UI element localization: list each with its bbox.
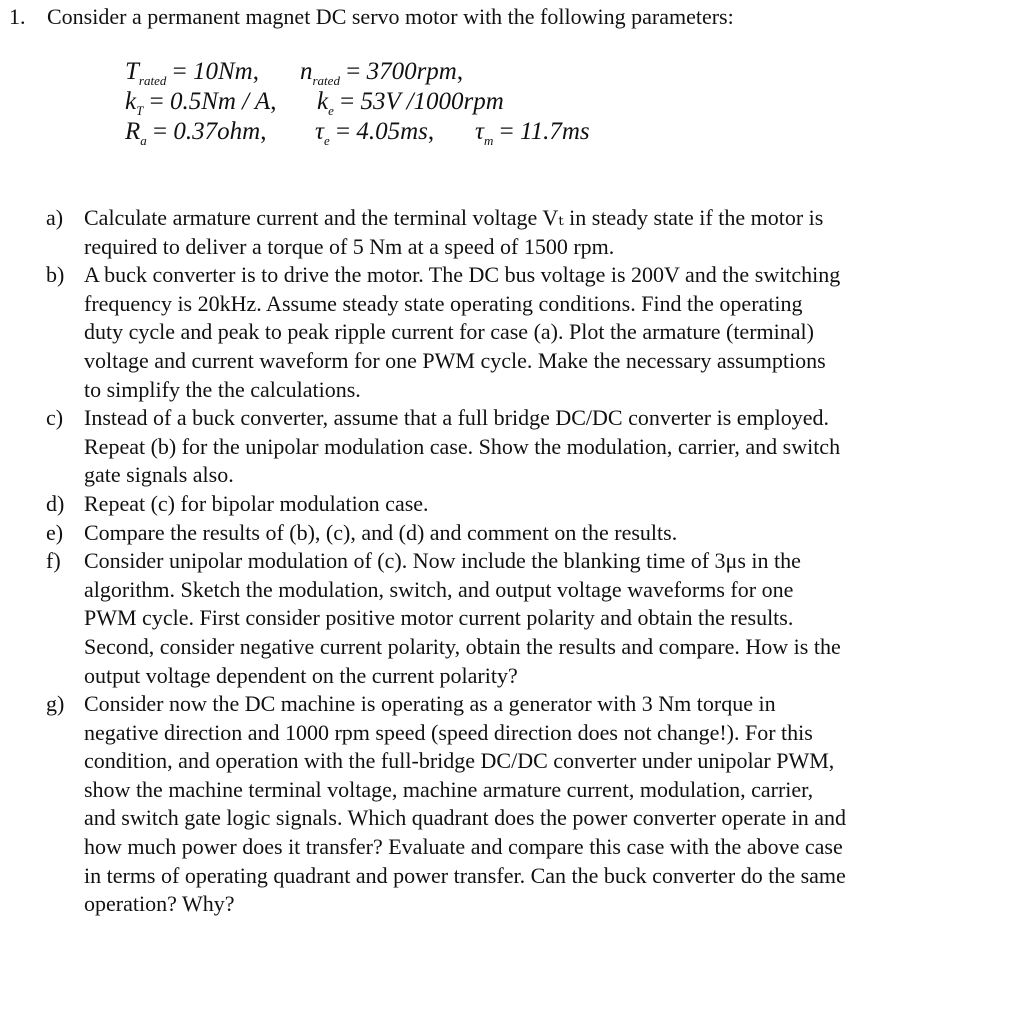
param-tau-m: $\tau_m = 11.7ms$ xyxy=(475,118,590,148)
param-tau-e: $\tau_e = 4.05ms$, xyxy=(315,118,435,148)
question-intro: Consider a permanent magnet DC servo motor with the following parameters: xyxy=(47,4,734,29)
sub-question-e xyxy=(46,519,846,548)
question-number: 1. xyxy=(9,4,26,29)
param-r-a: $R_a = 0.37ohm$, xyxy=(125,118,267,148)
item-label: e) xyxy=(46,519,64,545)
item-label: b) xyxy=(46,262,65,288)
param-n-rated: $n_{rated} = 3700rpm$, xyxy=(300,58,464,88)
sub-question-list xyxy=(46,204,846,919)
param-k-t: $k_T = 0.5Nm / A$, xyxy=(125,88,277,118)
param-t-rated: $T_{rated} = 10Nm$, xyxy=(125,58,259,88)
item-text: Calculate armature current and the terminal voltage Vₜ in steady state if the motor is required to deliver a torque of 5 Nm at a speed of 1500 rpm. xyxy=(84,205,824,259)
item-text: Instead of a buck converter, assume that a full bridge DC/DC converter is employed. Repeat (b) for the unipolar modulation case. Show the modulation, carrier, and switch gate signals also. xyxy=(84,405,841,488)
item-text: Repeat (c) for bipolar modulation case. xyxy=(84,490,429,516)
sub-question-c xyxy=(46,404,846,490)
item-label: f) xyxy=(46,548,61,574)
item-label: d) xyxy=(46,490,65,516)
sub-question-g xyxy=(46,690,846,919)
question-header xyxy=(9,2,734,32)
sub-question-f xyxy=(46,547,846,690)
item-label: c) xyxy=(46,405,64,431)
param-k-e: $k_e = 53V$ /1000rpm xyxy=(317,88,504,118)
item-label: a) xyxy=(46,205,64,230)
item-text: A buck converter is to drive the motor. The DC bus voltage is 200V and the switching frequency is 20kHz. Assume steady state operating conditions. Find the operating duty cycle and peak to peak ripple current for case (a). Plot the armature (terminal) voltage and current waveform for one PWM cycle. Make the necessary assumptions to simplify the the calculations. xyxy=(84,262,841,402)
sub-question-d xyxy=(46,490,846,519)
sub-question-b xyxy=(46,261,846,404)
item-text: Consider now the DC machine is operating as a generator with 3 Nm torque in negative direction and 1000 rpm speed (speed direction does not change!). For this condition, and operation with the full-bridge DC/DC converter under unipolar PWM, show the machine terminal voltage, machine armature current, modulation, carrier, and switch gate logic signals. Which quadrant does the power converter operate in and how much power does it transfer? Evaluate and compare this case with the above case in terms of operating quadrant and power transfer. Can the buck converter do the same operation? Why? xyxy=(84,691,847,917)
sub-question-a xyxy=(46,204,846,261)
item-text: Consider unipolar modulation of (c). Now include the blanking time of 3μs in the algorithm. Sketch the modulation, switch, and output voltage waveforms for one PWM cycle. First consider positive motor current polarity and obtain the results. Second, consider negative current polarity, obtain the results and compare. How is the output voltage dependent on the current polarity? xyxy=(84,548,841,688)
item-text: Compare the results of (b), (c), and (d) and comment on the results. xyxy=(84,519,678,545)
item-label: g) xyxy=(46,691,65,717)
